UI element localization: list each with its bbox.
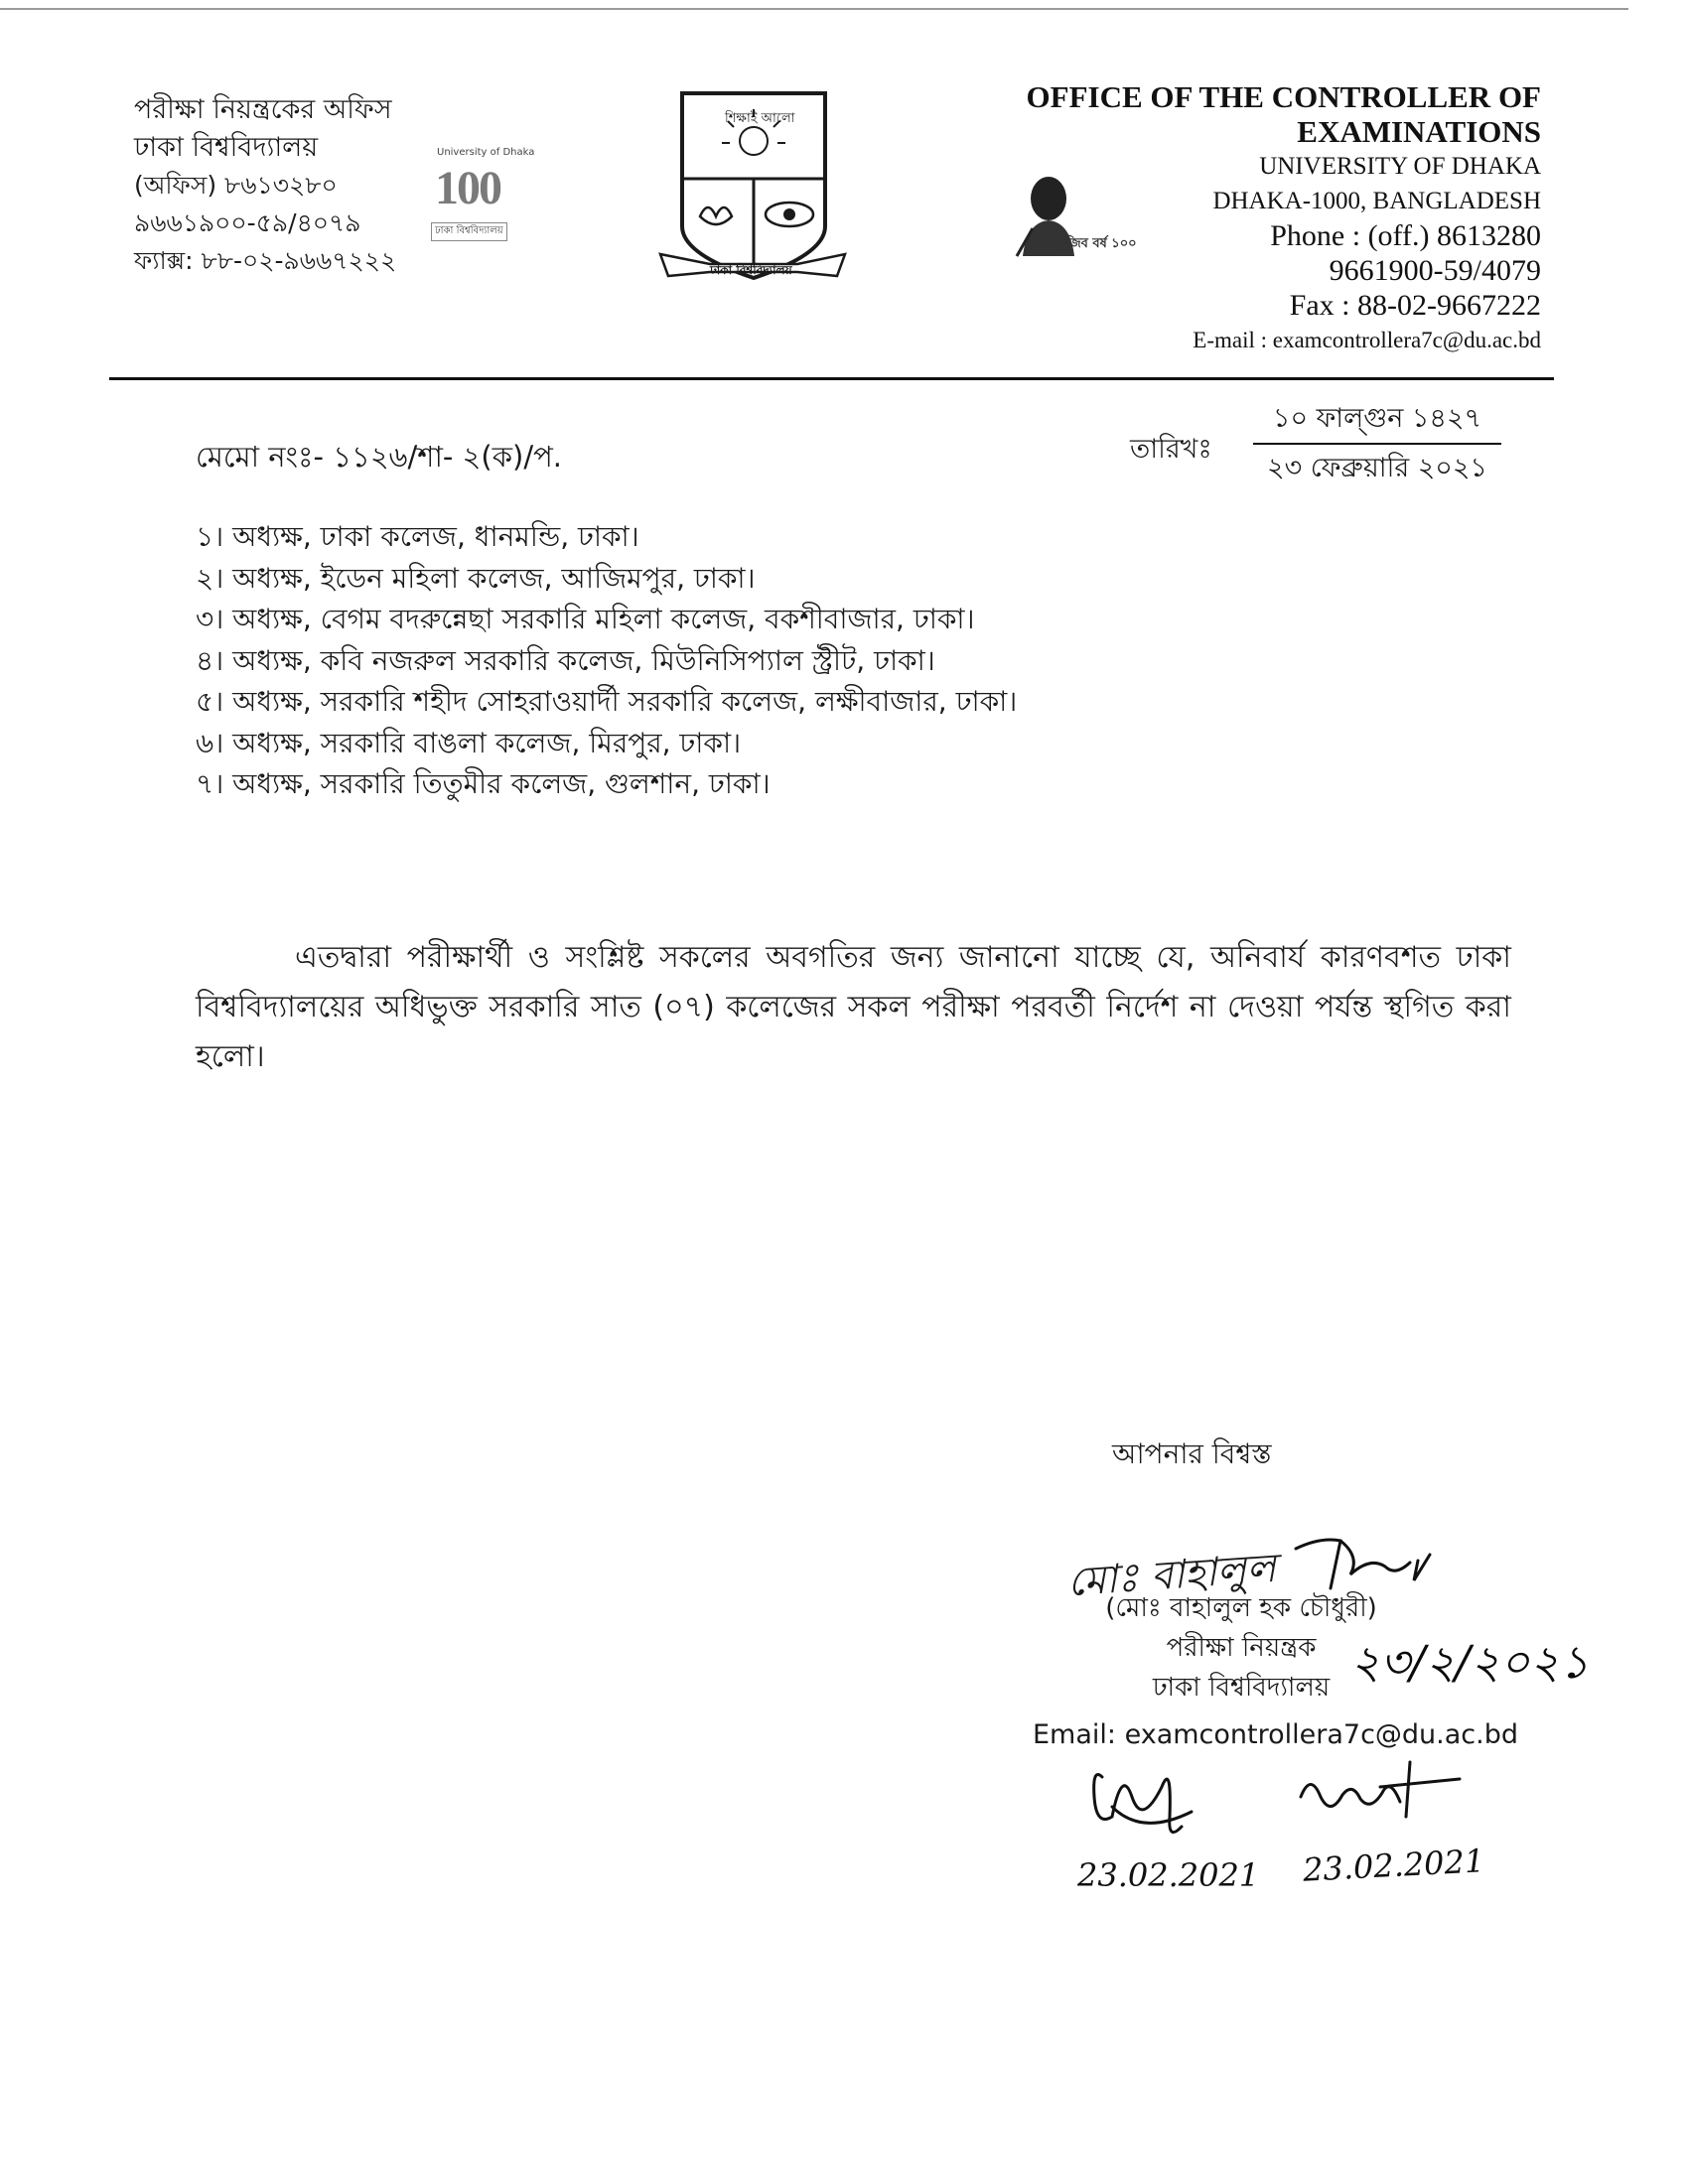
recipient-item: ৬। অধ্যক্ষ, সরকারি বাঙলা কলেজ, মিরপুর, ঢাকা।	[196, 726, 742, 759]
fax-bn: ফ্যাক্স: ৮৮-০২-৯৬৬৭২২২	[134, 246, 397, 275]
date-bengali-calendar: ১০ ফাল্গুন ১৪২৭	[1253, 395, 1501, 445]
endorsement-date-1: 23.02.2021	[1077, 1856, 1260, 1894]
recipient-item: ৭। অধ্যক্ষ, সরকারি তিতুমীর কলেজ, গুলশান, ঢাকা।	[196, 767, 771, 800]
office-name-bn: পরীক্ষা নিয়ন্ত্রকের অফিস	[134, 94, 392, 125]
signatory-email: Email: examcontrollera7c@du.ac.bd	[1033, 1719, 1519, 1750]
recipient-item: ৩। অধ্যক্ষ, বেগম বদরুন্নেছা সরকারি মহিলা কলেজ, বকশীবাজার, ঢাকা।	[196, 603, 975, 635]
header-divider	[109, 377, 1554, 380]
header-english	[1027, 79, 1541, 357]
recipient-item: ২। অধ্যক্ষ, ইডেন মহিলা কলেজ, আজিমপুর, ঢাকা।	[196, 561, 756, 595]
seal-banner-text: ঢাকা বিশ্ববিদ্যালয়	[710, 263, 792, 277]
seal-motto: শিক্ষাই আলো	[725, 111, 795, 126]
email-en: E-mail : examcontrollera7c@du.ac.bd	[1193, 328, 1541, 352]
handwritten-date: ২৩/২/২০২১	[1350, 1635, 1590, 1689]
fax-en: Fax : 88-02-9667222	[1289, 289, 1541, 322]
endorsement-date-2: 23.02.2021	[1302, 1842, 1486, 1889]
signatory-org: ঢাকা বিশ্ববিদ্যালয়	[1152, 1673, 1331, 1703]
recipient-item: ৪। অধ্যক্ষ, কবি নজরুল সরকারি কলেজ, মিউনিসিপ্যাল স্ট্রীট, ঢাকা।	[196, 643, 935, 677]
university-name-bn: ঢাকা বিশ্ববিদ্যালয়	[134, 132, 319, 163]
page-top-rule	[0, 8, 1628, 10]
mujib-borsho-text: মুজিব বর্ষ ১০০	[1058, 236, 1137, 251]
address-en: DHAKA-1000, BANGLADESH	[1212, 188, 1541, 214]
signature-flourish	[1291, 1527, 1440, 1596]
endorsement-signature-1	[1072, 1757, 1221, 1851]
signatory-name: (মোঃ বাহালুল হক চৌধুরী)	[1105, 1593, 1377, 1623]
date-label: তারিখঃ	[1130, 434, 1212, 465]
memo-number: মেমো নংঃ- ১১২৬/শা- ২(ক)/প.	[196, 440, 563, 474]
phone-range-bn: ৯৬৬১৯০০-৫৯/৪০৭৯	[134, 208, 361, 237]
phone-en: Phone : (off.) 8613280	[1270, 219, 1541, 252]
date-gregorian: ২৩ ফেব্রুয়ারি ২০২১	[1267, 453, 1487, 483]
recipient-item: ১। অধ্যক্ষ, ঢাকা কলেজ, ধানমন্ডি, ঢাকা।	[196, 520, 639, 553]
date-block	[1253, 395, 1501, 492]
phone-range-en: 9661900-59/4079	[1329, 254, 1541, 287]
office-phone-bn: (অফিস) ৮৬১৩২৮০	[134, 171, 338, 200]
controller-signature: মোঃ বাহালুল	[1065, 1545, 1278, 1606]
signatory-title: পরীক্ষা নিয়ন্ত্রক	[1166, 1633, 1317, 1663]
closing-phrase: আপনার বিশ্বস্ত	[1112, 1437, 1272, 1470]
office-title-en-2: EXAMINATIONS	[1297, 114, 1541, 149]
university-en: UNIVERSITY OF DHAKA	[1259, 153, 1541, 180]
header-bengali	[134, 91, 396, 280]
notice-body: এতদ্বারা পরীক্ষার্থী ও সংশ্লিষ্ট সকলের অবগতির জন্য জানানো যাচ্ছে যে, অনিবার্য কারণবশত ঢাকা বিশ্ববিদ্যালয়ের অধিভুক্ত সরকারি সাত (০৭) কলেজের সকল পরীক্ষা পরবর্তী নির্দেশ না দেওয়া পর্যন্ত স্থগিত করা হলো।	[196, 940, 1511, 1074]
centenary-logo: University of Dhaka 100 ঢাকা বিশ্ববিদ্যালয়	[409, 147, 558, 246]
recipient-list	[196, 516, 1017, 805]
endorsement-signature-2	[1291, 1757, 1470, 1837]
recipient-item: ৫। অধ্যক্ষ, সরকারি শহীদ সোহরাওয়ার্দী সরকারি কলেজ, লক্ষীবাজার, ঢাকা।	[196, 685, 1018, 718]
office-title-en: OFFICE OF THE CONTROLLER OF	[1026, 79, 1541, 114]
